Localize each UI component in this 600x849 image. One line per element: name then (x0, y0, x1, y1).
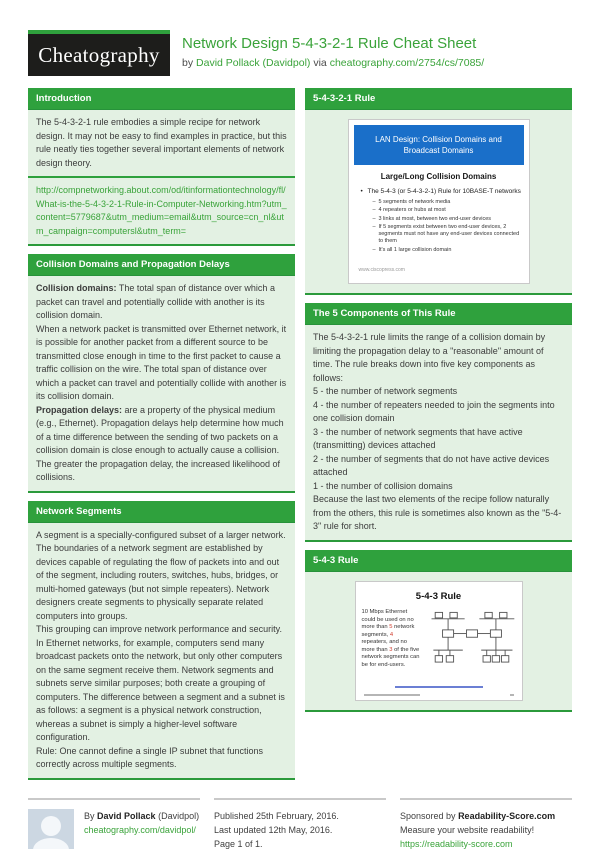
section-header-54321-rule: 5-4-3-2-1 Rule (305, 88, 572, 110)
sponsor-tagline: Measure your website readability! (400, 824, 535, 835)
section-header-5-components: The 5 Components of This Rule (305, 303, 572, 325)
section-5-components (305, 303, 572, 542)
sponsor-name: Readability-Score.com (458, 810, 556, 821)
left-column (28, 88, 295, 788)
components-intro: The 5-4-3-2-1 rule limits the range of a collision domain by limiting the propagation delay to a "reasonable" amount of time. The rule breaks down into five key components as follows: (313, 332, 546, 383)
introduction-text: The 5-4-3-2-1 rule embodies a simple recipe for network design. It may not be easy to find examples in practice, but this rule neatly ties together several important elements of network design theory. (28, 110, 295, 176)
page-header (0, 0, 600, 82)
section-header-introduction: Introduction (28, 88, 295, 110)
network-diagram-image (426, 609, 518, 676)
sheet-link[interactable]: cheatography.com/2754/cs/7085/ (329, 57, 485, 69)
slide2-footer-placeholder (362, 694, 516, 696)
slide2-heading: 5-4-3 Rule (415, 590, 462, 602)
title-block (182, 30, 484, 69)
sponsored-label: Sponsored by (400, 810, 456, 821)
sponsor-link[interactable]: https://readability-score.com (400, 838, 513, 849)
published-line: Published 25th February, 2016. (214, 810, 339, 821)
page-footer (0, 790, 600, 849)
logo-text: Cheatography (38, 42, 160, 67)
by-label: by (182, 57, 194, 69)
section-collision-domains (28, 254, 295, 493)
slide-banner: LAN Design: Collision Domains and Broadcast Domains (354, 125, 524, 165)
footer-author-col (28, 798, 200, 849)
section-543-rule (305, 550, 572, 712)
section-header-543-rule: 5-4-3 Rule (305, 550, 572, 572)
section-introduction (28, 88, 295, 246)
updated-line: Last updated 12th May, 2016. (214, 824, 333, 835)
cheatography-logo[interactable] (28, 30, 170, 76)
content-columns (0, 82, 600, 788)
section-network-segments (28, 501, 295, 780)
footer-author-name: David Pollack (97, 810, 156, 821)
network-tree-diagram (426, 609, 518, 671)
slide2-text: 10 Mbps Ethernet could be used on no more than 5 network segments, 4 repeaters, and no more than 3 of the five network segments can be for end-users. (361, 609, 420, 668)
components-outro: Because the last two elements of the recipe follow naturally from the others, this rule is sometimes also known as the "5-4-3" rule for short. (313, 494, 562, 531)
lan-design-slide-image (348, 119, 530, 284)
author-link[interactable]: David Pollack (Davidpol) (196, 57, 311, 69)
slide2-body (362, 609, 516, 676)
author-profile-link[interactable]: cheatography.com/davidpol/ (84, 824, 196, 835)
right-column (305, 88, 572, 720)
author-avatar[interactable] (28, 809, 74, 849)
collision-domains-text: Collision domains: The total span of distance over which a packet can travel and potentially collide with another is its collision domain. When a network packet is transmitted over Ethernet network, it is possible for another packet from a different source to be transmitted close enough in time to the first packet to cause a traffic collision on the wire. The total span of distance over which a packet can travel and potentially collide with another is its collision domain. Propagation delays: are a property of the physical medium (e.g., Ethernet). Propagation delays help determine how much of a time difference between the sending of two packets on a collision domain is close enough to actually cause a collision. The greater the propagation delay, the increased likelihood of collisions. (28, 276, 295, 491)
footer-by-label: By (84, 810, 95, 821)
slide2-pagenum-bar (510, 694, 514, 696)
footer-author-handle: (Davidpol) (158, 810, 200, 821)
byline (182, 57, 484, 69)
slide-bullet: • The 5-4-3 (or 5-4-3-2-1) Rule for 10BASE-T networks (361, 188, 525, 196)
footer-meta-col (214, 798, 386, 849)
section-54321-rule (305, 88, 572, 295)
introduction-source-link[interactable]: http://compnetworking.about.com/od/itinformationtechnology/fl/What-is-the-5-4-3-2-1-Rule-in-Computer-Networking.htm?utm_content=5779687&utm_medium=email&utm_source=cn_nl&utm_campaign=computersl&utm_term= (28, 176, 295, 244)
section-header-network-segments: Network Segments (28, 501, 295, 523)
543-rule-image-wrap (305, 572, 572, 710)
54321-rule-image-wrap (305, 110, 572, 293)
section-header-collision-domains: Collision Domains and Propagation Delays (28, 254, 295, 276)
slide-bullet-items: – 5 segments of network media – 4 repeaters or hubs at most – 3 links at most, between two end-user devices – If 5 segments exist between two end-user devices, 2 segments must not have any end-user devices connected to them – It's all 1 large collision domain (373, 199, 525, 254)
543-rule-slide-image (355, 581, 523, 701)
page-count-line: Page 1 of 1. (214, 838, 263, 849)
components-body (305, 325, 572, 540)
slide-source: www.ciscopress.com (358, 266, 405, 273)
page-title: Network Design 5-4-3-2-1 Rule Cheat Sheet (182, 35, 477, 52)
sponsored-line (400, 809, 572, 823)
slide2-link-placeholder (395, 686, 483, 688)
footer-sponsor-col (400, 798, 572, 849)
network-segments-text: A segment is a specially-configured subset of a larger network. The boundaries of a network segment are established by devices capable of regulating the flow of packets into and out of the segment, including routers, switches, hubs, bridges, or multi-homed gateways (but not simple repeaters). Network designers create segments to physically separate related computers into groups. This grouping can improve network performance and security. In Ethernet networks, for example, computers send many broadcast packets onto the network, but only other computers on the same segment receive them. Network segments and subnets serve similar purposes; both create a grouping of computers. The difference between a segment and a subnet is as follows: a segment is a physical network construction, whereas a subnet is simply a higher-level software configuration. Rule: One cannot define a single IP subnet that functions correctly across multiple segments. (28, 523, 295, 778)
slide-heading: Large/Long Collision Domains (380, 172, 497, 181)
footer-by-line (84, 809, 199, 823)
via-label: via (313, 57, 327, 69)
slide2-footnote-bar (364, 694, 420, 696)
components-list: 5 - the number of network segments 4 - the number of repeaters needed to join the segments into one collision domain 3 - the number of network segments that have active (transmitting) devices attached 2 - the number of segments that do not have active devices attached 1 - the number of collision domains (313, 386, 555, 491)
